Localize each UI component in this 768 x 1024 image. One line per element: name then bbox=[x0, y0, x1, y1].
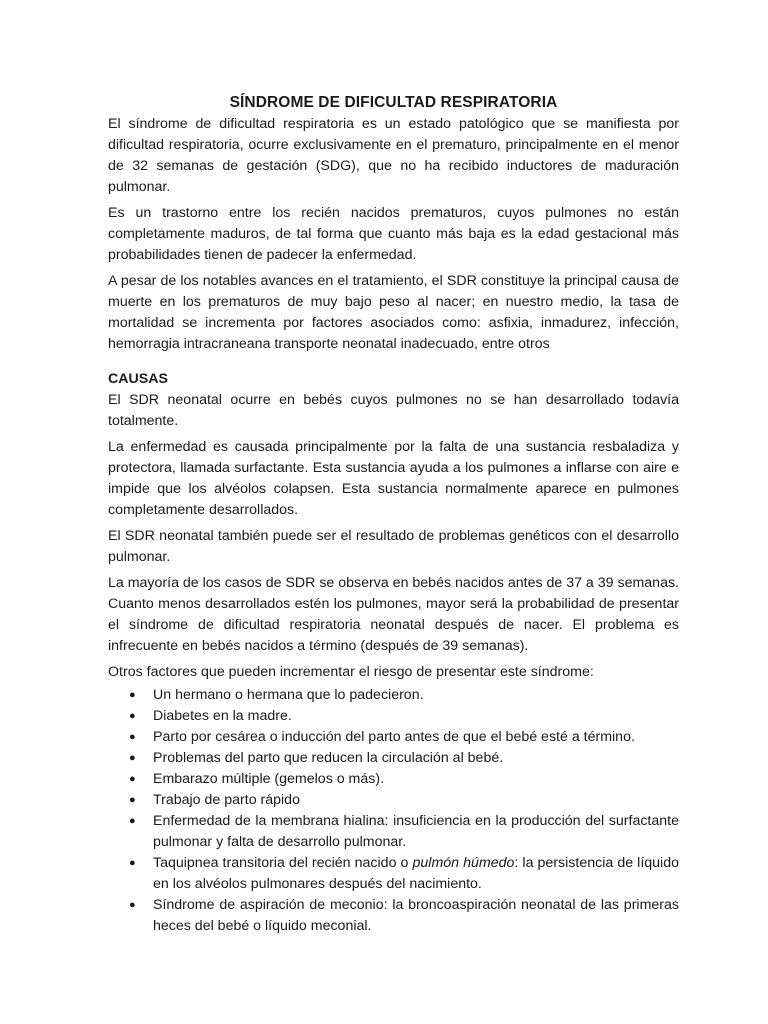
list-item-text-post: : la persistencia de líquido en los alvéolos pulmonares después del nacimiento. bbox=[153, 855, 679, 892]
causes-paragraph-2: La enfermedad es causada principalmente por la falta de una sustancia resbaladiza y protectora, llamada surfactante. Esta sustancia ayuda a los pulmones a inflarse con aire e impide que los alvéolos colapsen. Esta sustancia normalmente aparece en pulmones completamente desarrollados. bbox=[108, 439, 679, 518]
causes-paragraph-1: El SDR neonatal ocurre en bebés cuyos pulmones no se han desarrollado todavía totalmente. bbox=[108, 392, 679, 429]
list-item-text: Problemas del parto que reducen la circulación al bebé. bbox=[153, 750, 504, 766]
bullet-icon: ● bbox=[129, 794, 136, 806]
list-item-text: Embarazo múltiple (gemelos o más). bbox=[153, 771, 385, 787]
causes-paragraph-5: Otros factores que pueden incrementar el riesgo de presentar este síndrome: bbox=[108, 664, 594, 680]
bullet-icon: ● bbox=[129, 752, 136, 764]
list-item bbox=[129, 706, 679, 727]
bullet-icon: ● bbox=[129, 773, 136, 785]
causes-paragraph-4: La mayoría de los casos de SDR se observa en bebés nacidos antes de 37 a 39 semanas. Cuanto menos desarrollados estén los pulmones, mayor será la probabilidad de presentar el síndrome de dificultad respiratoria neonatal después de nacer. El problema es infrecuente en bebés nacidos a término (después de 39 semanas). bbox=[108, 575, 679, 654]
list-item-text: Un hermano o hermana que lo padecieron. bbox=[153, 687, 424, 703]
intro-paragraph-2: Es un trastorno entre los recién nacidos prematuros, cuyos pulmones no están completamente maduros, de tal forma que cuanto más baja es la edad gestacional más probabilidades tienen de padecer la enfermedad. bbox=[108, 205, 679, 263]
list-item bbox=[129, 811, 679, 853]
risk-factors-list bbox=[108, 685, 679, 937]
intro-paragraph-1: El síndrome de dificultad respiratoria es un estado patológico que se manifiesta por dificultad respiratoria, ocurre exclusivamente en el prematuro, principalmente en el menor de 32 semanas de gestación (SDG), que no ha recibido inductores de maduración pulmonar. bbox=[108, 116, 679, 195]
list-item-text: Parto por cesárea o inducción del parto antes de que el bebé esté a término. bbox=[153, 729, 635, 745]
intro-paragraph-3: A pesar de los notables avances en el tratamiento, el SDR constituye la principal causa de muerte en los prematuros de muy bajo peso al nacer; en nuestro medio, la tasa de mortalidad se incrementa por factores asociados como: asfixia, inmadurez, infección, hemorragia intracraneana transporte neonatal inadecuado, entre otros bbox=[108, 273, 679, 352]
list-item bbox=[129, 685, 679, 706]
bullet-icon: ● bbox=[129, 899, 136, 911]
bullet-icon: ● bbox=[129, 815, 136, 827]
document-page bbox=[108, 92, 679, 937]
list-item-text: Diabetes en la madre. bbox=[153, 708, 292, 724]
bullet-icon: ● bbox=[129, 731, 136, 743]
list-item bbox=[129, 748, 679, 769]
list-item-emphasis: pulmón húmedo bbox=[412, 855, 515, 871]
section-heading-causas: CAUSAS bbox=[108, 371, 168, 387]
list-item-text-pre: Taquipnea transitoria del recién nacido o bbox=[153, 855, 413, 871]
causes-paragraph-3: El SDR neonatal también puede ser el resultado de problemas genéticos con el desarrollo pulmonar. bbox=[108, 528, 679, 565]
list-item-text: Trabajo de parto rápido bbox=[153, 792, 300, 808]
list-item bbox=[129, 895, 679, 937]
list-item-text: Enfermedad de la membrana hialina: insuficiencia en la producción del surfactante pulmonar y falta de desarrollo pulmonar. bbox=[153, 813, 679, 850]
bullet-icon: ● bbox=[129, 857, 136, 869]
document-title: SÍNDROME DE DIFICULTAD RESPIRATORIA bbox=[229, 94, 558, 111]
list-item bbox=[129, 853, 679, 895]
list-item bbox=[129, 727, 679, 748]
bullet-icon: ● bbox=[129, 689, 136, 701]
list-item-text: Síndrome de aspiración de meconio: la broncoaspiración neonatal de las primeras heces del bebé o líquido meconial. bbox=[153, 897, 679, 934]
list-item bbox=[129, 790, 679, 811]
list-item bbox=[129, 769, 679, 790]
bullet-icon: ● bbox=[129, 710, 136, 722]
